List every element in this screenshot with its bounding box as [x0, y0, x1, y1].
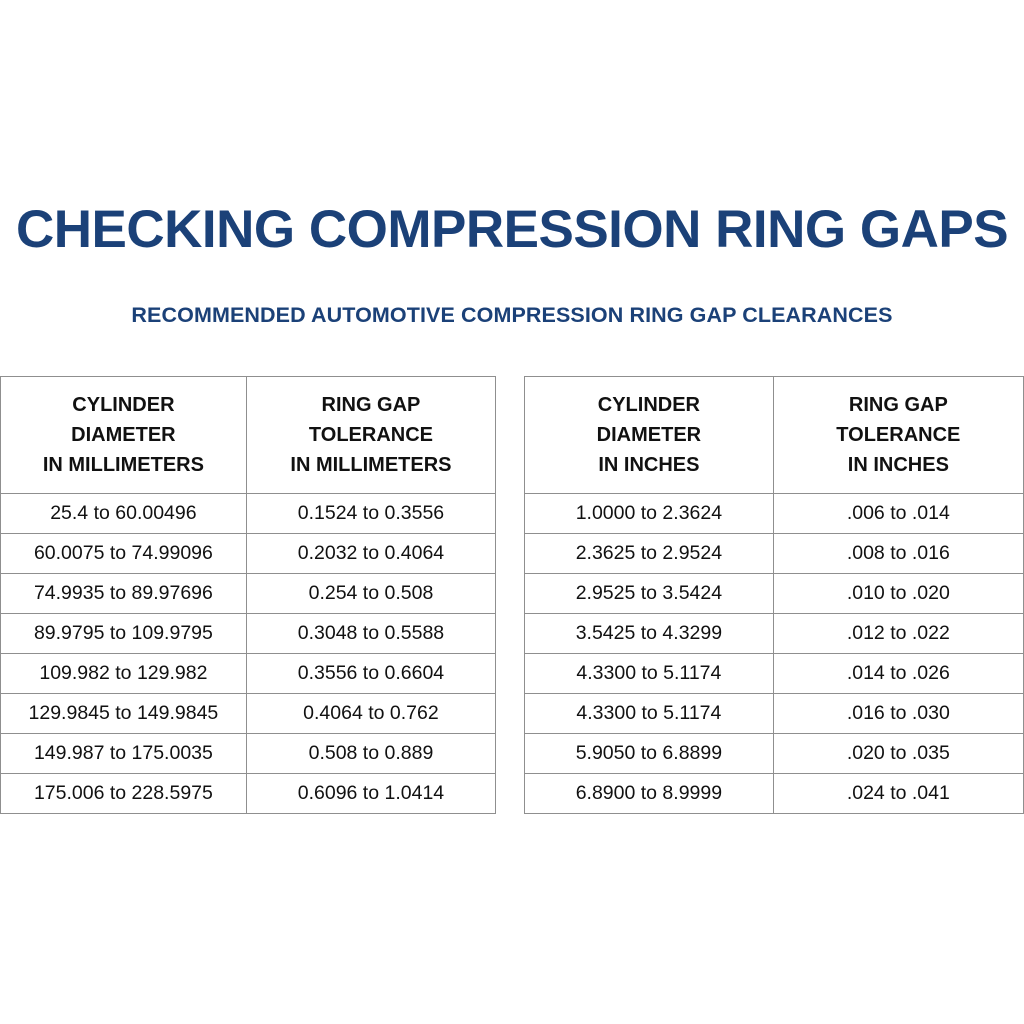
table-row	[1, 614, 496, 654]
table-row	[1, 494, 496, 534]
cell-diameter: 109.982 to 129.982	[1, 654, 247, 694]
imperial-diameter-header-line3: IN INCHES	[598, 454, 700, 476]
cell-diameter: 74.9935 to 89.97696	[1, 574, 247, 614]
cell-gap: .012 to .022	[773, 614, 1023, 654]
tables-container	[0, 376, 1024, 814]
page-title: CHECKING COMPRESSION RING GAPS	[15, 200, 1009, 259]
cell-gap: .014 to .026	[773, 654, 1023, 694]
cell-gap: 0.4064 to 0.762	[246, 694, 495, 734]
cell-gap: 0.1524 to 0.3556	[246, 494, 495, 534]
table-row	[1, 734, 496, 774]
table-row	[1, 694, 496, 734]
cell-diameter: 2.9525 to 3.5424	[525, 574, 774, 614]
cell-diameter: 25.4 to 60.00496	[1, 494, 247, 534]
metric-diameter-header	[1, 377, 247, 494]
imperial-table	[524, 376, 1024, 814]
metric-table	[0, 376, 496, 814]
imperial-diameter-header-line2: DIAMETER	[596, 424, 702, 446]
table-row	[525, 774, 1024, 814]
cell-diameter: 60.0075 to 74.99096	[1, 534, 247, 574]
metric-diameter-header-line3: IN MILLIMETERS	[42, 454, 204, 476]
table-row	[1, 534, 496, 574]
metric-gap-header-line1: RING GAP	[321, 394, 421, 416]
table-row	[1, 654, 496, 694]
metric-gap-header	[246, 377, 495, 494]
table-row	[1, 574, 496, 614]
table-header-row	[525, 377, 1024, 494]
cell-diameter: 2.3625 to 2.9524	[525, 534, 774, 574]
table-row	[1, 774, 496, 814]
table-row	[525, 574, 1024, 614]
imperial-table-head	[525, 377, 1024, 494]
cell-gap: .024 to .041	[773, 774, 1023, 814]
cell-gap: 0.3048 to 0.5588	[246, 614, 495, 654]
table-row	[525, 494, 1024, 534]
cell-diameter: 4.3300 to 5.1174	[525, 654, 774, 694]
imperial-gap-header-line2: TOLERANCE	[836, 424, 961, 446]
table-row	[525, 734, 1024, 774]
table-row	[525, 614, 1024, 654]
imperial-table-body	[525, 494, 1024, 814]
cell-diameter: 5.9050 to 6.8899	[525, 734, 774, 774]
table-row	[525, 654, 1024, 694]
cell-diameter: 149.987 to 175.0035	[1, 734, 247, 774]
cell-gap: .020 to .035	[773, 734, 1023, 774]
cell-gap: .016 to .030	[773, 694, 1023, 734]
cell-gap: 0.254 to 0.508	[246, 574, 495, 614]
metric-table-body	[1, 494, 496, 814]
cell-gap: .008 to .016	[773, 534, 1023, 574]
page-subtitle: RECOMMENDED AUTOMOTIVE COMPRESSION RING GAP CLEARANCES	[131, 303, 893, 327]
cell-gap: .010 to .020	[773, 574, 1023, 614]
cell-diameter: 129.9845 to 149.9845	[1, 694, 247, 734]
cell-gap: .006 to .014	[773, 494, 1023, 534]
imperial-diameter-header	[525, 377, 774, 494]
cell-gap: 0.508 to 0.889	[246, 734, 495, 774]
metric-diameter-header-line2: DIAMETER	[71, 424, 176, 446]
cell-diameter: 89.9795 to 109.9795	[1, 614, 247, 654]
cell-gap: 0.6096 to 1.0414	[246, 774, 495, 814]
imperial-diameter-header-line1: CYLINDER	[597, 394, 700, 416]
cell-diameter: 6.8900 to 8.9999	[525, 774, 774, 814]
cell-diameter: 4.3300 to 5.1174	[525, 694, 774, 734]
cell-diameter: 175.006 to 228.5975	[1, 774, 247, 814]
metric-table-head	[1, 377, 496, 494]
metric-diameter-header-line1: CYLINDER	[72, 394, 175, 416]
cell-gap: 0.3556 to 0.6604	[246, 654, 495, 694]
cell-diameter: 3.5425 to 4.3299	[525, 614, 774, 654]
table-row	[525, 534, 1024, 574]
imperial-gap-header-line1: RING GAP	[848, 394, 948, 416]
imperial-gap-header	[773, 377, 1023, 494]
metric-gap-header-line3: IN MILLIMETERS	[290, 454, 452, 476]
imperial-gap-header-line3: IN INCHES	[847, 454, 949, 476]
cell-gap: 0.2032 to 0.4064	[246, 534, 495, 574]
table-header-row	[1, 377, 496, 494]
cell-diameter: 1.0000 to 2.3624	[525, 494, 774, 534]
table-row	[525, 694, 1024, 734]
metric-gap-header-line2: TOLERANCE	[308, 424, 433, 446]
